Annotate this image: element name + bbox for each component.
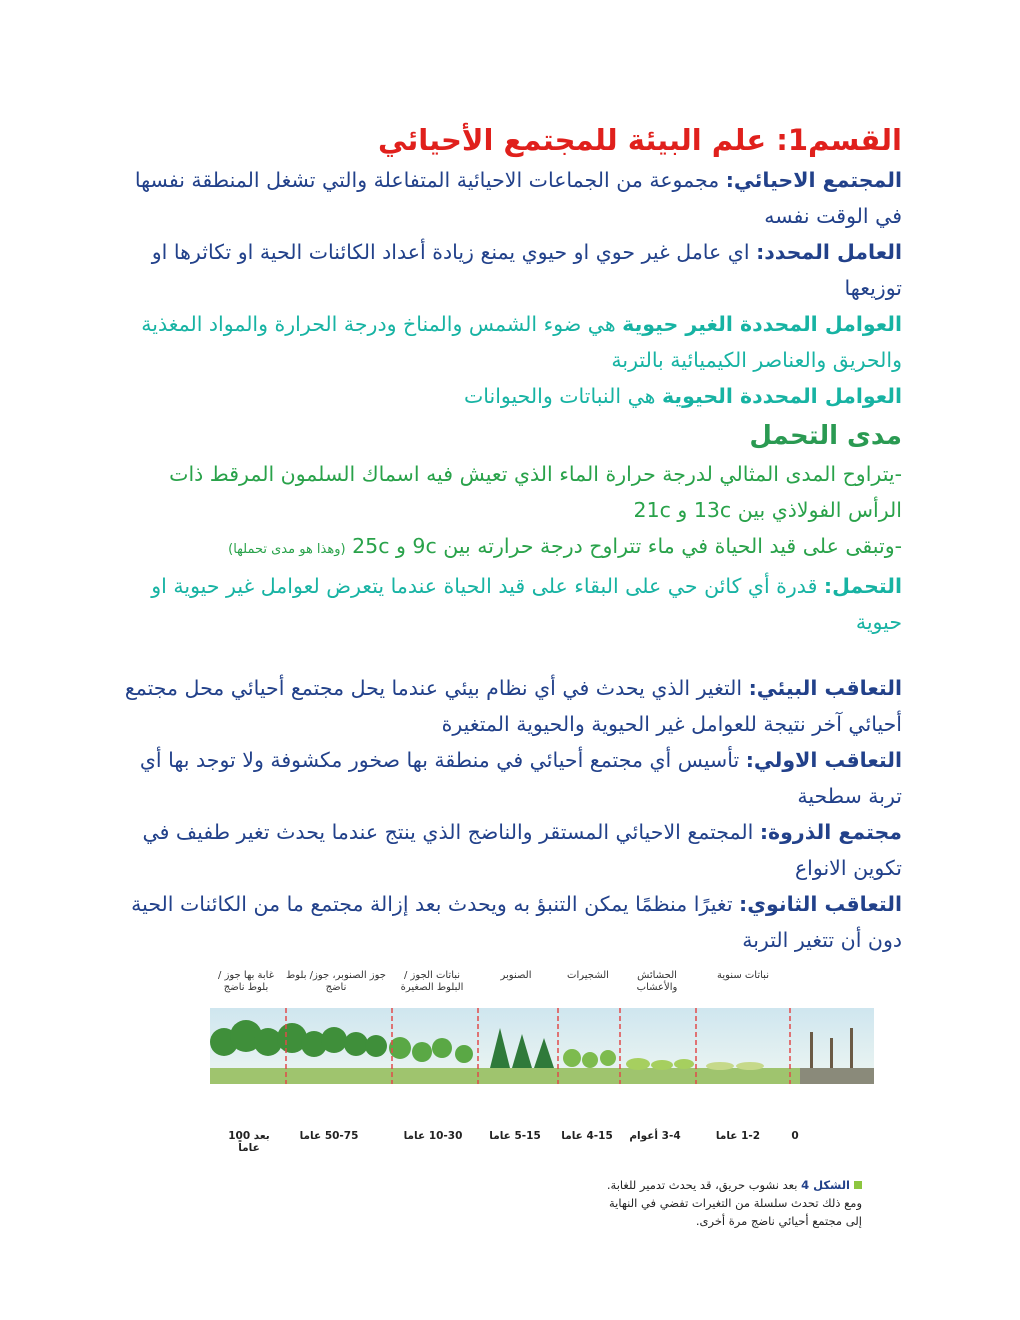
year-label: 4-15 عاما [561,1130,613,1142]
year-label: 5-15 عاما [489,1130,541,1142]
climax-term: مجتمع الذروة: [759,820,902,844]
biotic-text: هي النباتات والحيوانات [463,384,662,408]
tolerance-line-1: -يتراوح المدى المثالي لدرجة حرارة الماء الذي تعيش فيه اسماك السلمون المرقط ذات الرأس الفولاذي بين 13c و 21c [169,462,902,522]
figure-caption [598,1176,862,1230]
tolerance-note: (وهذا هو مدى تحملها) [228,542,346,557]
document-body [120,110,902,958]
primary-succession [120,742,902,814]
community-term: المجتمع الاحيائي: [725,168,902,192]
succession-text: التغير الذي يحدث في أي نظام بيئي عندما يحل مجتمع أحيائي محل مجتمع أحيائي آخر نتيجة للعوامل غير الحيوية والحيوية المتغيرة [124,676,902,736]
abiotic-text: هي ضوء الشمس والمناخ ودرجة الحرارة والمواد المغذية والحريق والعناصر الكيميائية بالتربة [141,312,902,372]
stage-label: الشجيرات [567,970,609,981]
limiting-factor-definition [120,234,902,306]
climax-community [120,814,902,886]
tolerance-heading: مدى التحمل [749,421,902,451]
secondary-succession [120,886,902,958]
biotic-term: العوامل المحددة الحيوية [662,384,902,408]
community-text: مجموعة من الجماعات الاحيائية المتفاعلة والتي تشغل المنطقة نفسها في الوقت نفسه [134,168,902,228]
primary-text: تأسيس أي مجتمع أحيائي في منطقة بها صخور مكشوفة ولا توجد بها أي تربة سطحية [139,748,902,808]
landscape-illustration [210,1008,874,1084]
caption-square-icon [854,1181,862,1189]
year-labels [208,1130,876,1154]
succession-figure [208,968,876,1168]
stage-label: نباتات سنوية [717,970,769,981]
succession-definition [120,670,902,742]
stage-label: جوز الصنوبر، جوز/ بلوط ناضج [286,970,386,993]
secondary-text: تغيرًا منظمًا يمكن التنبؤ به ويحدث بعد إزالة مجتمع ما من الكائنات الحية دون أن تتغير التربة [131,892,902,952]
succession-term: التعاقب البيئي: [748,676,902,700]
stage-label: نباتات الجوز / البلوط الصغيرة [400,970,464,993]
stage-label: الحشائش والأعشاب [636,970,678,993]
tolerance-definition [120,568,902,640]
abiotic-term: العوامل المحددة الغير حيوية [622,312,902,336]
year-label: 3-4 أعوام [629,1130,681,1142]
year-label: 1-2 عاما [715,1130,761,1142]
year-label: 10-30 عاما [403,1130,463,1142]
secondary-term: التعاقب الثانوي: [739,892,902,916]
caption-text: بعد نشوب حريق، قد يحدث تدمير للغابة. ومع ذلك تحدث سلسلة من التغيرات تفضي في النهاية إلى مجتمع أحيائي ناضج مرة أخرى. [606,1178,862,1228]
year-label: 0 [791,1130,799,1142]
stage-label: غابة بها جوز / بلوط ناضج [218,970,274,993]
abiotic-factors [120,306,902,378]
caption-label: الشكل 4 [801,1178,850,1192]
tolerance-term: التحمل: [823,574,902,598]
limiting-factor-term: العامل المحدد: [756,240,902,264]
stage-label: الصنوبر [500,970,532,981]
limiting-factor-text: اي عامل غير حوي او حيوي يمنع زيادة أعداد الكائنات الحية او تكاثرها او توزيعها [151,240,902,300]
section-title: القسم1: علم البيئة للمجتمع الأحيائي [378,123,902,157]
community-definition [120,162,902,234]
biotic-factors [120,378,902,414]
tolerance-line-2-text: -وتبقى على قيد الحياة في ماء تتراوح درجة حرارته بين 9c و 25c [345,534,902,558]
year-label: 50-75 عاما [299,1130,359,1142]
climax-text: المجتمع الاحيائي المستقر والناضج الذي ينتج عندما يحدث تغير طفيف في تكوين الانواع [142,820,902,880]
primary-term: التعاقب الاولي: [745,748,902,772]
stage-labels [208,968,876,1004]
tolerance-line-2 [120,528,902,568]
year-label: بعد 100 عاماً [228,1130,270,1154]
tolerance-text: قدرة أي كائن حي على البقاء على قيد الحياة عندما يتعرض لعوامل غير حيوية او حيوية [151,574,902,634]
